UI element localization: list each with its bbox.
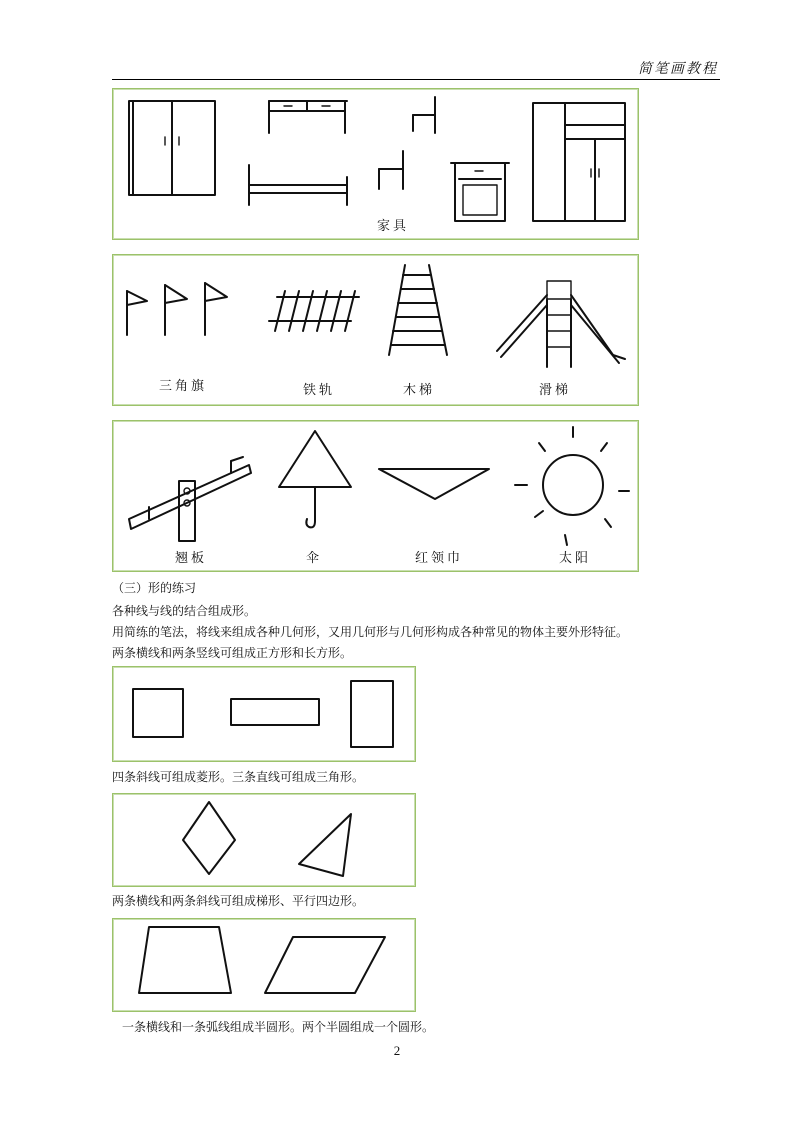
trapezoid-parallelogram-panel [112, 918, 416, 1012]
square-rectangle-drawings [113, 667, 415, 761]
wardrobe-drawing [129, 101, 215, 195]
paragraph-line-6: 一条横线和一条弧线组成半圆形。两个半圆组成一个圆形。 [122, 1020, 435, 1034]
umbrella-caption: 伞 [305, 551, 322, 566]
square-rectangle-panel [112, 666, 416, 762]
shapes-figure-panel [112, 420, 639, 572]
horizontal-rectangle-shape [231, 699, 319, 725]
rhombus-shape [183, 802, 235, 874]
trapezoid-shape [139, 927, 231, 993]
header-title: 简笔画教程 [638, 61, 718, 77]
ladder-caption: 木梯 [402, 383, 435, 398]
paragraph-line-1: 各种线与线的结合组成形。 [112, 604, 257, 618]
trapezoid-parallelogram-drawings [113, 919, 415, 1011]
square-shape [133, 689, 183, 737]
bed-drawing [249, 165, 347, 205]
play-items-figure-panel [112, 254, 639, 406]
triangle-flag-caption: 三角旗 [158, 379, 207, 394]
section-heading: （三）形的练习 [112, 581, 197, 595]
seesaw-drawing [129, 457, 251, 541]
paragraph-line-2: 用简练的笔法，将线来组成各种几何形，又用几何形与几何形构成各种常见的物体主要外形特征。 [112, 625, 629, 639]
triangle-shape [299, 814, 351, 876]
umbrella-drawing [279, 431, 351, 527]
slide-caption: 滑梯 [538, 383, 571, 398]
desk-drawing [269, 101, 347, 133]
paragraph-line-4: 四条斜线可组成菱形。三条直线可组成三角形。 [112, 770, 365, 784]
vertical-rectangle-shape [351, 681, 393, 747]
furniture-caption: 家具 [376, 219, 409, 234]
ladder-drawing [389, 265, 447, 355]
tall-wardrobe-drawing [533, 103, 625, 221]
page-number: 2 [393, 1043, 401, 1058]
railway-caption: 铁轨 [302, 383, 335, 398]
parallelogram-shape [265, 937, 385, 993]
sun-drawing [515, 427, 629, 545]
paragraph-line-5: 两条横线和两条斜线可组成梯形、平行四边形。 [112, 894, 365, 908]
red-scarf-caption: 红领巾 [414, 551, 463, 566]
rhombus-triangle-drawings [113, 794, 415, 886]
furniture-figure-panel [112, 88, 639, 240]
railway-tracks-drawing [269, 291, 359, 331]
seesaw-caption: 翘板 [174, 551, 207, 566]
header-rule [112, 79, 720, 80]
chair-drawing-2 [379, 151, 403, 189]
red-scarf-drawing [379, 469, 489, 499]
cabinet-drawing [451, 163, 509, 221]
slide-drawing [497, 281, 625, 367]
paragraph-line-3: 两条横线和两条竖线可组成正方形和长方形。 [112, 646, 353, 660]
chair-drawing-1 [413, 97, 435, 133]
sun-caption: 太阳 [558, 551, 591, 566]
triangle-flags-drawing [127, 283, 227, 335]
rhombus-triangle-panel [112, 793, 416, 887]
